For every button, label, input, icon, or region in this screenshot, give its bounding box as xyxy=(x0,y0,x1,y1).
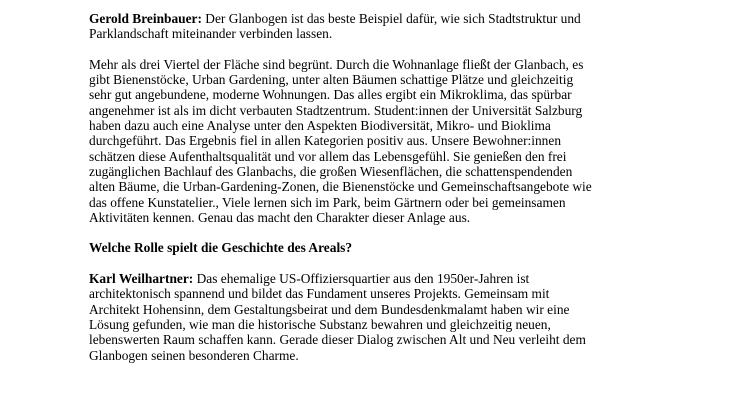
speaker-name: Karl Weilhartner: xyxy=(89,271,194,287)
speaker-name: Gerold Breinbauer: xyxy=(89,11,202,26)
paragraph-weilhartner-answer xyxy=(89,271,729,363)
paragraph-text: Mehr als drei Viertel der Fläche sind begrünt. Durch die Wohnanlage fließt der Glanbach, es gibt Bienenstöcke, Urban Gardening, unter alten Bäumen schattige Plätze und gleichzeitig sehr gut angebundene, moderne Wohnungen. Das alles ergibt ein Mikroklima, das spürbar angenehmer ist als im dicht verbauten Stadtzentrum. Student:innen der Universität Salzburg haben dazu auch eine Analyse unter den Aspekten Biodiversität, Mikro- und Bioklima durchgeführt. Das Ergebnis fiel in allen Kategorien positiv aus. Unsere Bewohner:innen schätzen diese Aufenthaltsqualität und vor allem das Lebensgefühl. Sie genießen den frei zugänglichen Bachlauf des Glanbachs, die großen Wiesenflächen, die schattenspendenden alten Bäume, die Urban-Gardening-Zonen, die Bienenstöcke und Gemeinschaftsangebote wie das offene Kunstatelier., Viele lernen sich im Park, beim Gärtnern oder bei gemeinsamen Aktivitäten kennen. Genau das macht den Charakter dieser Anlage aus. xyxy=(89,56,592,225)
paragraph-text: Das ehemalige US-Offiziersquartier aus den 1950er-Jahren ist architektonisch spannend und bildet das Fundament unseres Projekts. Gemeinsam mit Architekt Hohensinn, dem Gestaltungsbeirat und dem Bundesdenkmalamt haben wir eine Lösung gefunden, wie man die historische Substanz bewahren und gleichzeitig neuen, lebenswerten Raum schaffen kann. Gerade dieser Dialog zwischen Alt und Neu verleiht dem Glanbogen seinen besonderen Charme. xyxy=(89,271,586,363)
paragraph-greenery xyxy=(89,57,729,225)
document-page xyxy=(89,11,729,363)
paragraph-text: Der Glanbogen ist das beste Beispiel dafür, wie sich Stadtstruktur und Parklandschaft miteinander verbinden lassen. xyxy=(89,11,581,42)
interview-question: Welche Rolle spielt die Geschichte des Areals? xyxy=(89,240,353,256)
paragraph-breinbauer-intro xyxy=(89,11,729,42)
